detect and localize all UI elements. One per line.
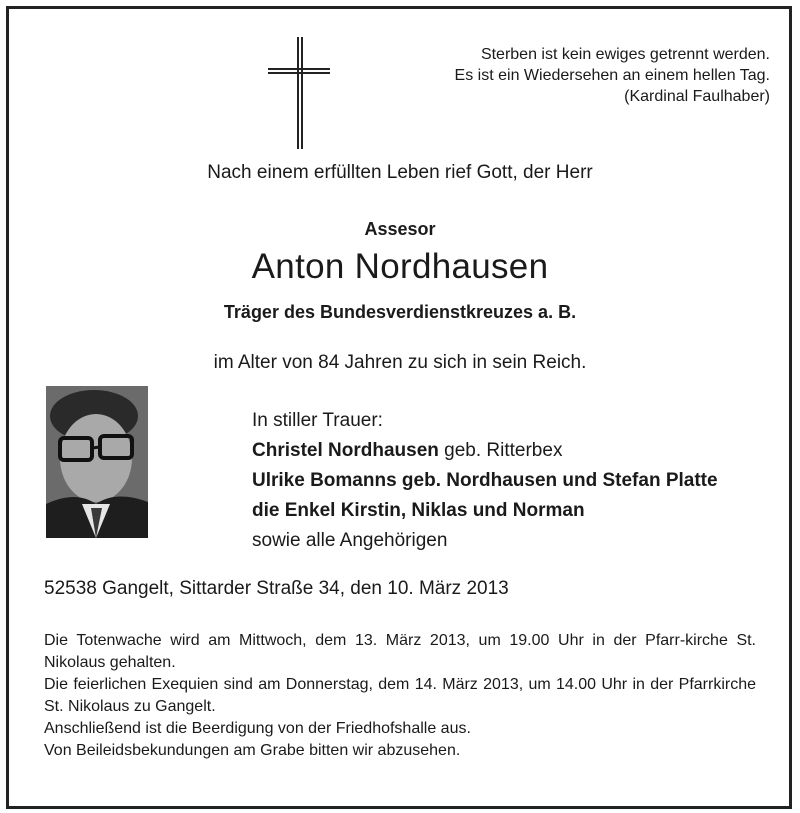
- age-line: im Alter von 84 Jahren zu sich in sein Reich.: [213, 352, 587, 373]
- detail-paragraph-4: Von Beileidsbekundungen am Grabe bitten wir abzusehen.: [44, 742, 461, 759]
- mourner-line-3: [252, 496, 718, 526]
- detail-paragraph-1: Die Totenwache wird am Mittwoch, dem 13. März 2013, um 19.00 Uhr in der Pfarr-kirche St. Nikolaus gehalten.: [44, 632, 756, 671]
- deceased-title: Assesor: [364, 219, 436, 239]
- mourners-block: [252, 406, 718, 556]
- mourner-name-3: die Enkel Kirstin, Niklas und Norman: [252, 500, 585, 521]
- cross-icon: [268, 37, 330, 149]
- detail-paragraph-3: Anschließend ist die Beerdigung von der Friedhofshalle aus.: [44, 720, 471, 737]
- quote-line-1: Sterben ist kein ewiges getrennt werden.: [480, 46, 770, 63]
- mourner-birthname-1: geb. Ritterbex: [438, 440, 563, 461]
- mourner-line-1: [252, 436, 718, 466]
- detail-paragraph-2: Die feierlichen Exequien sind am Donnerstag, dem 14. März 2013, um 14.00 Uhr in der Pfarrkirche St. Nikolaus zu Gangelt.: [44, 676, 756, 715]
- portrait-photo: [46, 386, 148, 538]
- place-date: 52538 Gangelt, Sittarder Straße 34, den 10. März 2013: [44, 578, 509, 599]
- mourner-line-2: [252, 466, 718, 496]
- intro-text: Nach einem erfüllten Leben rief Gott, der Herr: [207, 162, 593, 183]
- mourner-name-1: Christel Nordhausen: [252, 440, 439, 461]
- deceased-name: Anton Nordhausen: [251, 247, 549, 286]
- quote-author: (Kardinal Faulhaber): [624, 88, 770, 105]
- deceased-honor: Träger des Bundesverdienstkreuzes a. B.: [223, 302, 577, 322]
- memorial-quote: [455, 44, 770, 107]
- service-details: [44, 630, 756, 762]
- mourner-line-4: sowie alle Angehörigen: [252, 530, 448, 551]
- mourners-heading: In stiller Trauer:: [252, 410, 383, 431]
- mourner-name-2: Ulrike Bomanns geb. Nordhausen und Stefan Platte: [252, 470, 718, 491]
- quote-line-2: Es ist ein Wiedersehen an einem hellen Tag.: [454, 67, 770, 84]
